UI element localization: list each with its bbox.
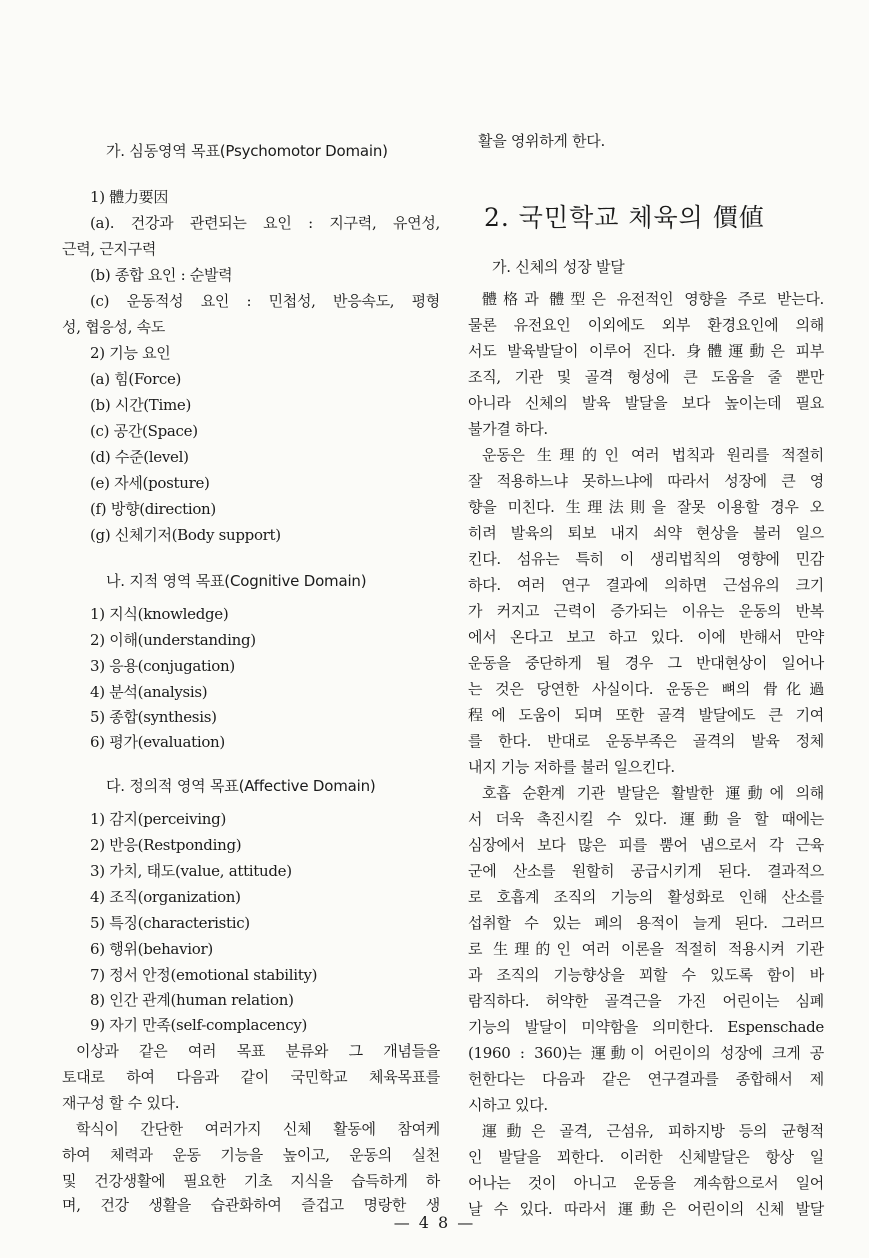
list-item: (d) 수준(level) bbox=[90, 448, 189, 466]
body-line: 시하고 있다. bbox=[468, 1096, 548, 1114]
body-line: 날 수 있다. 따라서 運動은 어린이의 신체 발달 bbox=[468, 1200, 824, 1218]
body-line: 헌한다는 다음과 같은 연구결과를 종합해서 제 bbox=[468, 1070, 824, 1088]
list-item: (c) 공간(Space) bbox=[90, 422, 198, 440]
body-line: 토대로 하여 다음과 같이 국민학교 체육목표를 bbox=[62, 1068, 440, 1086]
body-line: 과 조직의 기능향상을 꾀할 수 있도록 함이 바 bbox=[468, 966, 824, 984]
list-item: 8) 인간 관계(human relation) bbox=[90, 991, 294, 1009]
body-line: 서 더욱 촉진시킬 수 있다. 運動을 할 때에는 bbox=[468, 810, 824, 828]
affective-heading: 다. 정의적 영역 목표(Affective Domain) bbox=[106, 777, 376, 795]
list-item: 2) 반응(Restponding) bbox=[90, 836, 242, 854]
body-line: 運動은 골격, 근섬유, 피하지방 등의 균형적 bbox=[482, 1122, 824, 1140]
body-line: 킨다. 섬유는 특히 이 생리법칙의 영향에 민감 bbox=[468, 550, 824, 568]
psychomotor-heading: 가. 심동영역 목표(Psychomotor Domain) bbox=[106, 142, 388, 160]
body-line: 군에 산소를 원할히 공급시키게 된다. 결과적으 bbox=[468, 862, 824, 880]
list-item: 3) 가치, 태도(value, attitude) bbox=[90, 862, 292, 880]
body-line: 며, 건강 생활을 습관화하여 즐겁고 명랑한 생 bbox=[62, 1196, 440, 1214]
list-item: (g) 신체기저(Body support) bbox=[90, 526, 281, 544]
list-item: 1) 지식(knowledge) bbox=[90, 605, 229, 623]
body-line: 조직, 기관 및 골격 형성에 큰 도움을 줄 뿐만 bbox=[468, 368, 824, 386]
list-item: (b) 시간(Time) bbox=[90, 396, 192, 414]
list-item: 4) 분석(analysis) bbox=[90, 683, 208, 701]
body-line: 학식이 간단한 여러가지 신체 활동에 참여케 bbox=[76, 1120, 440, 1138]
body-line: 인 발달을 꾀한다. 이러한 신체발달은 항상 일 bbox=[468, 1148, 824, 1166]
page-number: — 4 8 — bbox=[393, 1213, 476, 1232]
body-line: 향을 미친다. 生理法則을 잘못 이용할 경우 오 bbox=[468, 498, 824, 516]
list-item: 1) 體力要因 bbox=[90, 188, 169, 206]
continued-line: 활을 영위하게 한다. bbox=[478, 132, 605, 150]
body-line: 운동은 生理的인 여러 법칙과 원리를 적절히 bbox=[482, 446, 824, 464]
body-line: 심장에서 보다 많은 피를 뿜어 냄으로서 각 근육 bbox=[468, 836, 824, 854]
body-line: 이상과 같은 여러 목표 분류와 그 개념들을 bbox=[76, 1042, 440, 1060]
body-line: 는 것은 당연한 사실이다. 운동은 뼈의 骨化過 bbox=[468, 680, 824, 698]
body-line: 어나는 것이 아니고 운동을 계속함으로서 일어 bbox=[468, 1174, 824, 1192]
body-line: 운동을 중단하게 될 경우 그 반대현상이 일어나 bbox=[468, 654, 824, 672]
list-item: 4) 조직(organization) bbox=[90, 888, 241, 906]
list-item: (b) 종합 요인 : 순발력 bbox=[90, 266, 233, 284]
list-item: 7) 정서 안정(emotional stability) bbox=[90, 966, 318, 984]
body-line: 에서 온다고 보고 하고 있다. 이에 반해서 만약 bbox=[468, 628, 824, 646]
chapter-title: 2. 국민학교 체육의 價値 bbox=[484, 203, 765, 232]
body-line: 섭취할 수 있는 폐의 용적이 늘게 된다. 그러므 bbox=[468, 914, 824, 932]
body-line: 體格과 體型은 유전적인 영향을 주로 받는다. bbox=[482, 290, 824, 308]
body-line: 하다. 여러 연구 결과에 의하면 근섬유의 크기 bbox=[468, 576, 824, 594]
body-line: 程에 도움이 되며 또한 골격 발달에도 큰 기여 bbox=[468, 706, 824, 724]
list-item: 5) 종합(synthesis) bbox=[90, 708, 217, 726]
body-line: 를 한다. 반대로 운동부족은 골격의 발육 정체 bbox=[468, 732, 824, 750]
list-item: (c) 운동적성 요인 : 민첩성, 반응속도, 평형 bbox=[90, 292, 440, 310]
body-line: 내지 기능 저하를 불러 일으킨다. bbox=[468, 758, 675, 776]
list-item: 6) 평가(evaluation) bbox=[90, 733, 225, 751]
body-line: (1960 : 360)는 運動이 어린이의 성장에 크게 공 bbox=[468, 1044, 824, 1062]
list-item: 성, 협응성, 속도 bbox=[62, 318, 166, 336]
list-item: 6) 행위(behavior) bbox=[90, 940, 213, 958]
list-item: 5) 특징(characteristic) bbox=[90, 914, 250, 932]
body-line: 물론 유전요인 이외에도 외부 환경요인에 의해 bbox=[468, 316, 824, 334]
list-item: (a) 힘(Force) bbox=[90, 370, 182, 388]
body-line: 아니라 신체의 발육 발달을 보다 높이는데 필요 bbox=[468, 394, 824, 412]
list-item: 2) 기능 요인 bbox=[90, 344, 171, 362]
list-item: (e) 자세(posture) bbox=[90, 474, 210, 492]
cognitive-heading: 나. 지적 영역 목표(Cognitive Domain) bbox=[106, 572, 367, 590]
section-heading: 가. 신체의 성장 발달 bbox=[492, 258, 625, 276]
body-line: 서도 발육발달이 이루어 진다. 身體運動은 피부 bbox=[468, 342, 824, 360]
body-line: 불가결 하다. bbox=[468, 420, 548, 438]
list-item: (a). 건강과 관련되는 요인 : 지구력, 유연성, bbox=[90, 214, 440, 232]
list-item: 2) 이해(understanding) bbox=[90, 631, 256, 649]
body-line: 하여 체력과 운동 기능을 높이고, 운동의 실천 bbox=[62, 1146, 440, 1164]
list-item: 1) 감지(perceiving) bbox=[90, 810, 227, 828]
body-line: 가 커지고 근력이 증가되는 이유는 운동의 반복 bbox=[468, 602, 824, 620]
body-line: 호흡 순환계 기관 발달은 활발한 運動에 의해 bbox=[482, 784, 824, 802]
list-item: 근력, 근지구력 bbox=[62, 240, 157, 258]
list-item: 3) 응용(conjugation) bbox=[90, 657, 235, 675]
body-line: 람직하다. 허약한 골격근을 가진 어린이는 심폐 bbox=[468, 992, 824, 1010]
body-line: 로 生理的인 여러 이론을 적절히 적용시켜 기관 bbox=[468, 940, 824, 958]
body-line: 및 건강생활에 필요한 기초 지식을 습득하게 하 bbox=[62, 1172, 440, 1190]
list-item: (f) 방향(direction) bbox=[90, 500, 216, 518]
body-line: 잘 적용하느냐 못하느냐에 따라서 성장에 큰 영 bbox=[468, 472, 824, 490]
list-item: 9) 자기 만족(self-complacency) bbox=[90, 1016, 308, 1034]
body-line: 재구성 할 수 있다. bbox=[62, 1094, 180, 1112]
body-line: 로 호흡계 조직의 기능의 활성화로 인해 산소를 bbox=[468, 888, 824, 906]
body-line: 기능의 발달이 미약함을 의미한다. Espenschade bbox=[468, 1018, 824, 1036]
body-line: 히려 발육의 퇴보 내지 쇠약 현상을 불러 일으 bbox=[468, 524, 824, 542]
